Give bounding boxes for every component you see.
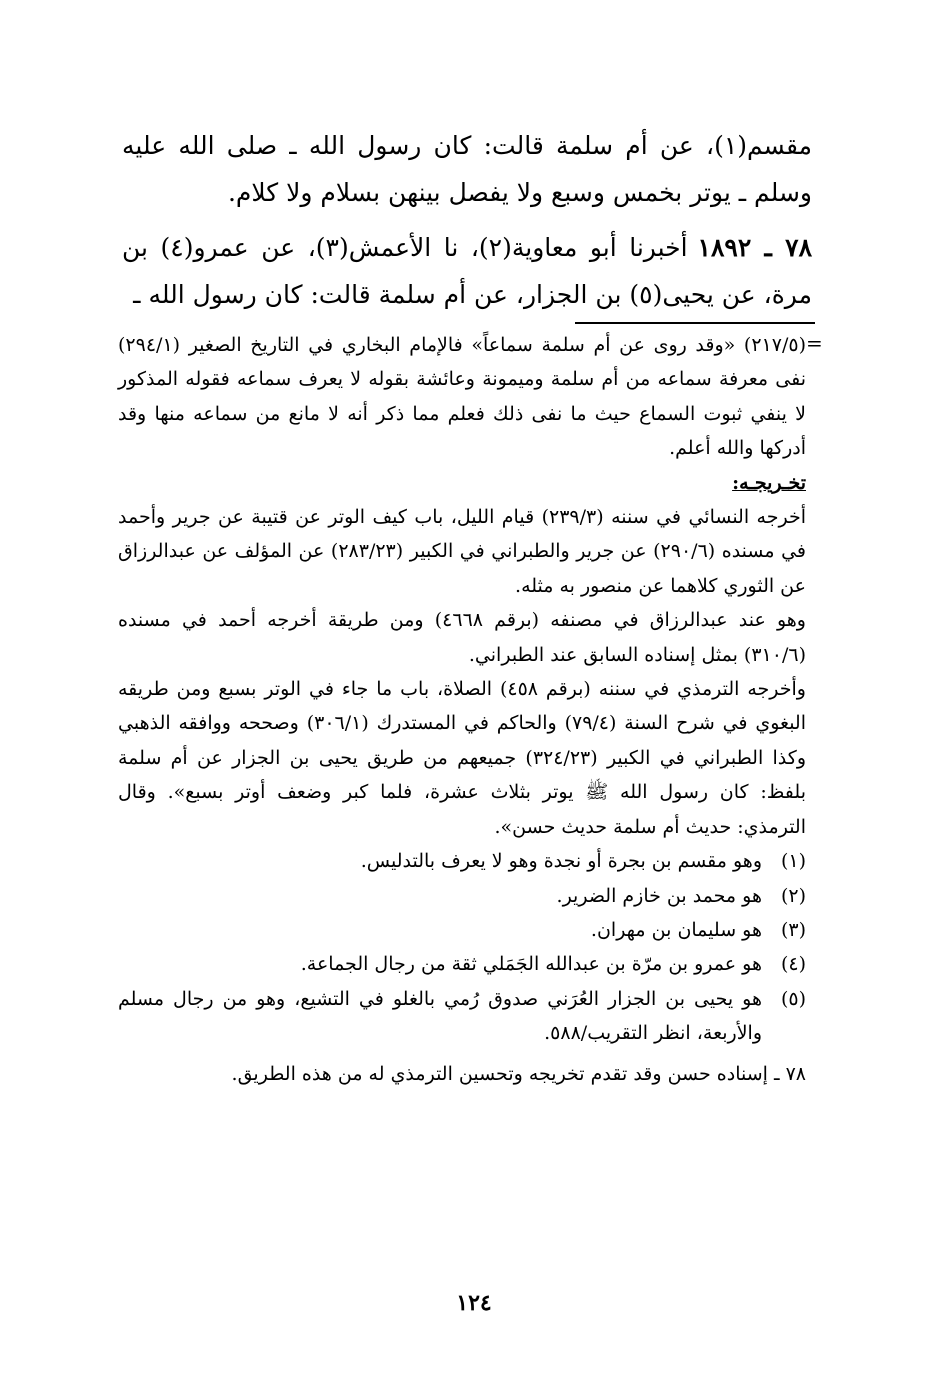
footnote-text: هو يحيى بن الجزار العُرَني صدوق رُمي بالغلو في التشيع، وهو من رجال مسلم والأربعة، انظر التقريب/٥٨٨. bbox=[118, 987, 762, 1045]
footnote-text: هو محمد بن خازم الضرير. bbox=[556, 884, 762, 907]
footnote-number: (٤) bbox=[780, 953, 806, 976]
footnote-separator bbox=[575, 322, 815, 324]
continuation-mark: = bbox=[806, 331, 823, 355]
page-number: ١٢٤ bbox=[456, 1290, 492, 1316]
hadith-text: أخبرنا أبو معاوية(٢)، نا الأعمش(٣)، عن عمرو(٤) بن مرة، عن يحيى(٥) بن الجزار، عن أم سلمة قالت: كان رسول الله ـ bbox=[122, 233, 812, 309]
footnote-1 bbox=[118, 844, 806, 878]
footnote-3 bbox=[118, 913, 806, 947]
continued-note: (٢١٧/٥) «وقد روى عن أم سلمة سماعاً» فالإمام البخاري في التاريخ الصغير (٢٩٤/١) نفى معرفة سماعه من أم سلمة وميمونة وعائشة بقوله لا يعرف سماعه فقوله المذكور لا ينفي ثبوت السماع حيث ما نفى ذلك فعلم مما ذكر أنه لا مانع من سماعه منها وقد أدركها والله أعلم. bbox=[118, 334, 806, 460]
hadith-paragraph bbox=[122, 224, 812, 318]
footnote-number: (٥) bbox=[780, 987, 806, 1010]
footnote-text: هو سليمان بن مهران. bbox=[590, 918, 762, 941]
footnote-number: (٢) bbox=[780, 884, 806, 907]
footnote-text: وهو مقسم بن بجرة أو نجدة وهو لا يعرف بالتدليس. bbox=[360, 850, 762, 873]
hadith-number: ٧٨ ـ ١٨٩٢ bbox=[697, 233, 813, 262]
hadith-78-note: ٧٨ ـ إسناده حسن وقد تقدم تخريجه وتحسين الترمذي له من هذه الطريق. bbox=[231, 1062, 806, 1085]
takhrij-paragraph-1: أخرجه النسائي في سننه (٢٣٩/٣) قيام الليل، باب كيف الوتر عن قتيبة عن جرير وأحمد في مسنده (٢٩٠/٦) عن جرير والطبراني في الكبير (٢٨٣/٢٣) عن المؤلف عن عبدالرزاق عن الثوري كلاهما عن منصور به مثله. bbox=[118, 506, 806, 597]
footnote-2 bbox=[118, 879, 806, 913]
takhrij-heading: تخـريجـه: bbox=[732, 471, 806, 494]
takhrij-paragraph-3: وأخرجه الترمذي في سننه (برقم ٤٥٨) الصلاة، باب ما جاء في الوتر بسبع ومن طريقه البغوي في شرح السنة (٧٩/٤) والحاكم في المستدرك (٣٠٦/١) وصححه ووافقه الذهبي وكذا الطبراني في الكبير (٣٢٤/٢٣) جميعهم من طريق يحيى بن الجزار عن أم سلمة بلفظ: كان رسول الله ﷺ يوتر بثلاث عشرة، فلما كبر وضعف أوتر بسبع». وقال الترمذي: حديث أم سلمة حديث حسن». bbox=[118, 678, 806, 838]
footnote-5 bbox=[118, 982, 806, 1051]
footnote-number: (٣) bbox=[780, 918, 806, 941]
takhrij-paragraph-2: وهو عند عبدالرزاق في مصنفه (برقم ٤٦٦٨) ومن طريقة أخرجه أحمد في مسنده (٣١٠/٦) بمثل إسناده السابق عند الطبراني. bbox=[118, 609, 806, 666]
main-paragraph-1: مقسم(١)، عن أم سلمة قالت: كان رسول الله ـ صلى الله عليه وسلم ـ يوتر بخمس وسبع ولا يفصل بينهن بسلام ولا كلام. bbox=[122, 131, 812, 207]
footnotes-section bbox=[118, 328, 806, 1091]
main-text bbox=[122, 122, 812, 318]
footnote-text: هو عمرو بن مرّة بن عبدالله الجَمَلي ثقة من رجال الجماعة. bbox=[300, 953, 762, 976]
footnote-number: (١) bbox=[780, 850, 806, 873]
footnote-4 bbox=[118, 947, 806, 981]
